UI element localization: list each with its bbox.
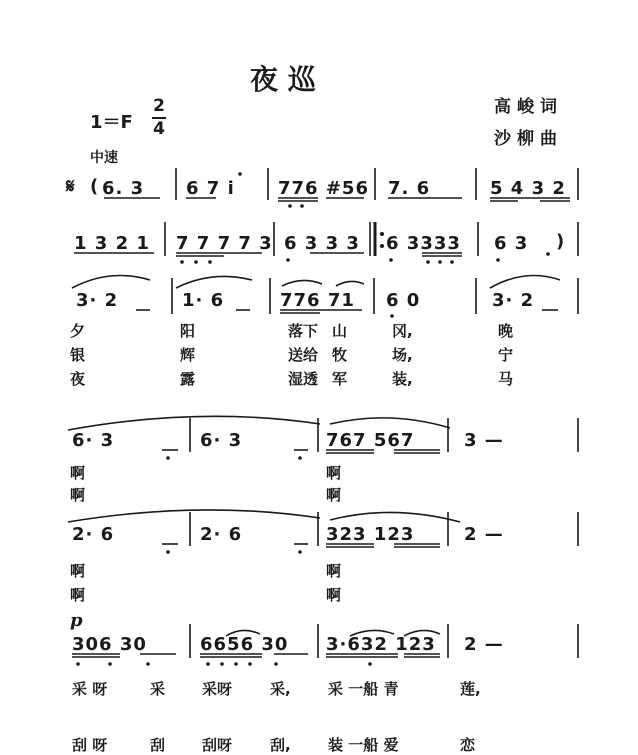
verse-1-syllable-3: 落下 [288,322,319,340]
row1-measure-3: 776 #56 [278,178,369,199]
row3-measure-4: 6 0 [386,290,421,311]
row5-measure-4: 2 — [464,524,504,545]
row2-measure-2: 7 7 7 7 3 [176,233,273,254]
row5-lyric-4: 啊 [326,586,342,604]
row4-lyric-3: 啊 [70,486,86,504]
verse-2-syllable-1: 银 [70,346,86,364]
time-signature-top: 2 [153,96,165,116]
row3-measure-2: 1· 6 [182,290,225,311]
row5-measure-2: 2· 6 [200,524,243,545]
row4-measure-2: 6· 3 [200,430,243,451]
verse-2-syllable-3: 送给 [288,346,319,364]
row6-lyric-cut-4: 刮, [270,736,291,754]
row3-measure-5: 3· 2 [492,290,535,311]
row6-lyric-1: 采 呀 [72,680,108,698]
row4-lyric-1: 啊 [70,464,86,482]
row6-measure-3: 3·632 123 [326,634,436,655]
row6-lyric-cut-1: 刮 呀 [72,736,108,754]
row6-lyric-cut-6: 恋 [460,736,476,754]
lyricist-credit: 高峻词 [494,97,563,117]
row5-lyric-3: 啊 [70,586,86,604]
row6-measure-1: 306 30 [72,634,147,655]
row5-lyric-1: 啊 [70,562,86,580]
verse-3-syllable-2: 露 [180,370,196,388]
row4-lyric-4: 啊 [326,486,342,504]
row3-measure-1: 3· 2 [76,290,119,311]
row4-measure-4: 3 — [464,430,504,451]
tempo-marking: 中速 [90,150,118,166]
composer-credit: 沙柳曲 [494,129,563,149]
row2-measure-5: 6 3 [494,233,529,254]
verse-1-syllable-5: 冈, [392,322,413,340]
intro-open-paren: ( [90,176,100,197]
verse-2-syllable-4: 牧 [332,346,348,364]
row6-measure-2: 6656 30 [200,634,289,655]
time-signature-bottom: 4 [153,119,165,139]
verse-2-syllable-2: 辉 [180,346,196,364]
verse-1-syllable-4: 山 [332,322,348,340]
row4-measure-3: 767 567 [326,430,415,451]
row1-measure-2: 6 7 i [186,178,235,199]
verse-1-syllable-1: 夕 [70,322,86,340]
verse-2-syllable-5: 场, [392,346,413,364]
intro-close-paren: ) [556,231,566,252]
row2-measure-4: 6 3333 [386,233,461,254]
row6-lyric-cut-3: 刮呀 [202,736,233,754]
verse-2-syllable-6: 宁 [498,346,514,364]
row3-measure-3: 776 71 [280,290,355,311]
verse-1-syllable-6: 晚 [498,322,514,340]
row5-measure-1: 2· 6 [72,524,115,545]
verse-3-syllable-4: 军 [332,370,348,388]
verse-3-syllable-6: 马 [498,370,514,388]
row5-lyric-2: 啊 [326,562,342,580]
row6-lyric-6: 莲, [460,680,481,698]
verse-3-syllable-5: 装, [392,370,413,388]
row1-measure-4: 7. 6 [388,178,431,199]
verse-3-syllable-1: 夜 [70,370,86,388]
row6-lyric-2: 采 [150,680,166,698]
row4-measure-1: 6· 3 [72,430,115,451]
row4-lyric-2: 啊 [326,464,342,482]
row1-measure-5: 5 4 3 2 [490,178,566,199]
row6-lyric-cut-2: 刮 [150,736,166,754]
dynamic-marking: p [70,610,83,631]
key-signature: 1＝F [90,112,133,133]
verse-3-syllable-3: 湿透 [288,370,319,388]
segno-sign: 𝄋 [66,174,76,198]
row5-measure-3: 323 123 [326,524,415,545]
row6-lyric-cut-5: 装 一船 爱 [328,736,399,754]
row6-lyric-4: 采, [270,680,291,698]
row1-measure-1: 6. 3 [102,178,145,199]
row2-measure-3: 6 3 3 3 [284,233,360,254]
verse-1-syllable-2: 阳 [180,322,196,340]
song-title: 夜 巡 [250,63,316,96]
row6-lyric-3: 采呀 [202,680,233,698]
row6-measure-4: 2 — [464,634,504,655]
row6-lyric-5: 采 一船 青 [328,680,399,698]
row2-measure-1: 1 3 2 1 [74,233,150,254]
